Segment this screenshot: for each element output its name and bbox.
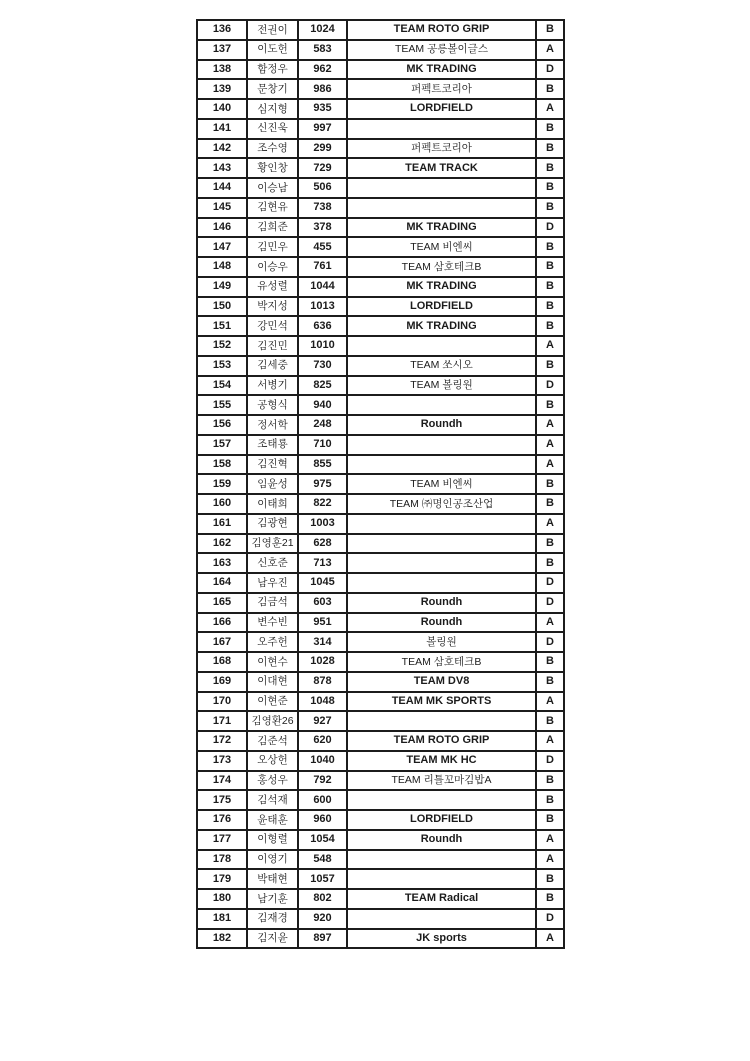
table-row — [197, 514, 564, 534]
player-name-cell: 신진욱 — [247, 119, 298, 139]
bib-number-cell: 713 — [298, 553, 347, 573]
bib-number-cell: 583 — [298, 40, 347, 60]
bib-number-cell: 761 — [298, 257, 347, 277]
entry-number-cell: 153 — [197, 356, 247, 376]
bib-number-cell: 506 — [298, 178, 347, 198]
bib-number-cell: 986 — [298, 79, 347, 99]
table-row — [197, 672, 564, 692]
player-name-cell: 서병기 — [247, 376, 298, 396]
entry-number-cell: 168 — [197, 652, 247, 672]
team-name-cell — [347, 869, 536, 889]
team-name-cell — [347, 178, 536, 198]
player-name-cell: 오주헌 — [247, 632, 298, 652]
bib-number-cell: 248 — [298, 415, 347, 435]
division-grade-cell: B — [536, 889, 564, 909]
entry-number-cell: 176 — [197, 810, 247, 830]
division-grade-cell: B — [536, 79, 564, 99]
player-name-cell: 이현수 — [247, 652, 298, 672]
player-name-cell: 이현준 — [247, 692, 298, 712]
bib-number-cell: 299 — [298, 139, 347, 159]
table-row — [197, 751, 564, 771]
bib-number-cell: 1003 — [298, 514, 347, 534]
table-row — [197, 790, 564, 810]
entry-number-cell: 138 — [197, 60, 247, 80]
entry-number-cell: 146 — [197, 218, 247, 238]
team-name-cell — [347, 790, 536, 810]
player-name-cell: 이대현 — [247, 672, 298, 692]
team-name-cell — [347, 711, 536, 731]
bib-number-cell: 600 — [298, 790, 347, 810]
division-grade-cell: D — [536, 909, 564, 929]
player-name-cell: 전권이 — [247, 20, 298, 40]
entry-number-cell: 156 — [197, 415, 247, 435]
team-name-cell — [347, 455, 536, 475]
bib-number-cell: 802 — [298, 889, 347, 909]
player-name-cell: 이승우 — [247, 257, 298, 277]
team-name-cell — [347, 553, 536, 573]
entry-number-cell: 154 — [197, 376, 247, 396]
entry-number-cell: 151 — [197, 316, 247, 336]
division-grade-cell: B — [536, 20, 564, 40]
bib-number-cell: 1054 — [298, 830, 347, 850]
team-name-cell — [347, 119, 536, 139]
player-name-cell: 김진혁 — [247, 455, 298, 475]
bib-number-cell: 962 — [298, 60, 347, 80]
bib-number-cell: 603 — [298, 593, 347, 613]
entry-number-cell: 177 — [197, 830, 247, 850]
bib-number-cell: 855 — [298, 455, 347, 475]
entry-number-cell: 169 — [197, 672, 247, 692]
division-grade-cell: D — [536, 218, 564, 238]
player-name-cell: 김영훈21 — [247, 534, 298, 554]
entry-number-cell: 160 — [197, 494, 247, 514]
division-grade-cell: B — [536, 158, 564, 178]
table-row — [197, 178, 564, 198]
bib-number-cell: 314 — [298, 632, 347, 652]
bib-number-cell: 1040 — [298, 751, 347, 771]
bib-number-cell: 1024 — [298, 20, 347, 40]
player-name-cell: 김석재 — [247, 790, 298, 810]
division-grade-cell: A — [536, 336, 564, 356]
entry-number-cell: 148 — [197, 257, 247, 277]
table-row — [197, 99, 564, 119]
bib-number-cell: 548 — [298, 850, 347, 870]
team-name-cell: Roundh — [347, 415, 536, 435]
player-name-cell: 김현유 — [247, 198, 298, 218]
team-name-cell: MK TRADING — [347, 277, 536, 297]
division-grade-cell: A — [536, 99, 564, 119]
table-row — [197, 711, 564, 731]
bib-number-cell: 1013 — [298, 297, 347, 317]
entry-number-cell: 179 — [197, 869, 247, 889]
entry-number-cell: 157 — [197, 435, 247, 455]
division-grade-cell: B — [536, 198, 564, 218]
division-grade-cell: A — [536, 40, 564, 60]
bib-number-cell: 729 — [298, 158, 347, 178]
player-name-cell: 김민우 — [247, 237, 298, 257]
table-row — [197, 139, 564, 159]
bib-number-cell: 878 — [298, 672, 347, 692]
team-name-cell: TEAM 비엔씨 — [347, 474, 536, 494]
bib-number-cell: 975 — [298, 474, 347, 494]
table-row — [197, 257, 564, 277]
division-grade-cell: B — [536, 277, 564, 297]
bib-number-cell: 935 — [298, 99, 347, 119]
player-name-cell: 이영기 — [247, 850, 298, 870]
player-name-cell: 이태희 — [247, 494, 298, 514]
player-name-cell: 임윤성 — [247, 474, 298, 494]
table-row — [197, 652, 564, 672]
bib-number-cell: 1010 — [298, 336, 347, 356]
entry-number-cell: 136 — [197, 20, 247, 40]
player-name-cell: 이형렬 — [247, 830, 298, 850]
entry-number-cell: 163 — [197, 553, 247, 573]
table-row — [197, 474, 564, 494]
entry-number-cell: 142 — [197, 139, 247, 159]
bib-number-cell: 1044 — [298, 277, 347, 297]
player-name-cell: 변수빈 — [247, 613, 298, 633]
table-row — [197, 60, 564, 80]
table-row — [197, 909, 564, 929]
team-name-cell: Roundh — [347, 593, 536, 613]
team-name-cell — [347, 909, 536, 929]
player-name-cell: 남우진 — [247, 573, 298, 593]
team-name-cell: TEAM 삼호테크B — [347, 257, 536, 277]
player-name-cell: 남기훈 — [247, 889, 298, 909]
entry-number-cell: 143 — [197, 158, 247, 178]
division-grade-cell: D — [536, 376, 564, 396]
entry-number-cell: 158 — [197, 455, 247, 475]
division-grade-cell: B — [536, 297, 564, 317]
entry-number-cell: 162 — [197, 534, 247, 554]
entry-number-cell: 145 — [197, 198, 247, 218]
division-grade-cell: A — [536, 435, 564, 455]
player-name-cell: 김금석 — [247, 593, 298, 613]
division-grade-cell: D — [536, 751, 564, 771]
team-name-cell — [347, 514, 536, 534]
entry-number-cell: 166 — [197, 613, 247, 633]
table-row — [197, 692, 564, 712]
team-name-cell: TEAM ㈜명인공조산업 — [347, 494, 536, 514]
table-row — [197, 277, 564, 297]
bib-number-cell: 825 — [298, 376, 347, 396]
division-grade-cell: D — [536, 573, 564, 593]
table-row — [197, 40, 564, 60]
player-name-cell: 심지형 — [247, 99, 298, 119]
team-name-cell: TEAM TRACK — [347, 158, 536, 178]
division-grade-cell: A — [536, 731, 564, 751]
player-name-cell: 윤태훈 — [247, 810, 298, 830]
bib-number-cell: 927 — [298, 711, 347, 731]
table-row — [197, 830, 564, 850]
division-grade-cell: B — [536, 178, 564, 198]
entry-number-cell: 137 — [197, 40, 247, 60]
team-name-cell — [347, 336, 536, 356]
entry-number-cell: 181 — [197, 909, 247, 929]
team-name-cell: 볼링원 — [347, 632, 536, 652]
entry-number-cell: 182 — [197, 929, 247, 949]
player-roster-table — [196, 19, 565, 949]
team-name-cell: MK TRADING — [347, 60, 536, 80]
division-grade-cell: A — [536, 514, 564, 534]
entry-number-cell: 147 — [197, 237, 247, 257]
player-name-cell: 김세중 — [247, 356, 298, 376]
player-name-cell: 김광현 — [247, 514, 298, 534]
bib-number-cell: 1048 — [298, 692, 347, 712]
entry-number-cell: 149 — [197, 277, 247, 297]
player-name-cell: 김희준 — [247, 218, 298, 238]
division-grade-cell: B — [536, 119, 564, 139]
division-grade-cell: D — [536, 593, 564, 613]
table-row — [197, 237, 564, 257]
entry-number-cell: 165 — [197, 593, 247, 613]
division-grade-cell: B — [536, 316, 564, 336]
division-grade-cell: A — [536, 415, 564, 435]
entry-number-cell: 170 — [197, 692, 247, 712]
player-name-cell: 강민석 — [247, 316, 298, 336]
team-name-cell: TEAM 리틀꼬마김밥A — [347, 771, 536, 791]
team-name-cell: TEAM 공릉볼이글스 — [347, 40, 536, 60]
entry-number-cell: 139 — [197, 79, 247, 99]
bib-number-cell: 822 — [298, 494, 347, 514]
table-row — [197, 395, 564, 415]
player-name-cell: 이도헌 — [247, 40, 298, 60]
entry-number-cell: 140 — [197, 99, 247, 119]
bib-number-cell: 792 — [298, 771, 347, 791]
division-grade-cell: B — [536, 474, 564, 494]
table-row — [197, 297, 564, 317]
division-grade-cell: B — [536, 771, 564, 791]
player-name-cell: 박지성 — [247, 297, 298, 317]
team-name-cell: Roundh — [347, 830, 536, 850]
bib-number-cell: 455 — [298, 237, 347, 257]
team-name-cell: TEAM ROTO GRIP — [347, 731, 536, 751]
division-grade-cell: B — [536, 810, 564, 830]
player-name-cell: 김영환26 — [247, 711, 298, 731]
division-grade-cell: D — [536, 632, 564, 652]
bib-number-cell: 636 — [298, 316, 347, 336]
bib-number-cell: 951 — [298, 613, 347, 633]
bib-number-cell: 738 — [298, 198, 347, 218]
team-name-cell — [347, 395, 536, 415]
entry-number-cell: 173 — [197, 751, 247, 771]
team-name-cell: Roundh — [347, 613, 536, 633]
bib-number-cell: 940 — [298, 395, 347, 415]
team-name-cell: TEAM MK SPORTS — [347, 692, 536, 712]
entry-number-cell: 171 — [197, 711, 247, 731]
table-row — [197, 593, 564, 613]
bib-number-cell: 997 — [298, 119, 347, 139]
entry-number-cell: 174 — [197, 771, 247, 791]
team-name-cell — [347, 198, 536, 218]
team-name-cell: TEAM DV8 — [347, 672, 536, 692]
division-grade-cell: B — [536, 672, 564, 692]
division-grade-cell: B — [536, 395, 564, 415]
division-grade-cell: A — [536, 929, 564, 949]
division-grade-cell: A — [536, 613, 564, 633]
team-name-cell: TEAM ROTO GRIP — [347, 20, 536, 40]
bib-number-cell: 730 — [298, 356, 347, 376]
table-row — [197, 553, 564, 573]
team-name-cell: TEAM MK HC — [347, 751, 536, 771]
team-name-cell: TEAM 볼링원 — [347, 376, 536, 396]
table-row — [197, 810, 564, 830]
entry-number-cell: 161 — [197, 514, 247, 534]
division-grade-cell: D — [536, 60, 564, 80]
table-row — [197, 316, 564, 336]
division-grade-cell: A — [536, 455, 564, 475]
player-name-cell: 김지윤 — [247, 929, 298, 949]
entry-number-cell: 180 — [197, 889, 247, 909]
table-row — [197, 869, 564, 889]
table-row — [197, 158, 564, 178]
entry-number-cell: 164 — [197, 573, 247, 593]
entry-number-cell: 167 — [197, 632, 247, 652]
table-row — [197, 573, 564, 593]
division-grade-cell: B — [536, 652, 564, 672]
division-grade-cell: B — [536, 257, 564, 277]
division-grade-cell: B — [536, 553, 564, 573]
bib-number-cell: 620 — [298, 731, 347, 751]
team-name-cell: 퍼펙트코리아 — [347, 139, 536, 159]
table-row — [197, 929, 564, 949]
table-row — [197, 731, 564, 751]
bib-number-cell: 897 — [298, 929, 347, 949]
team-name-cell: TEAM 쏘시오 — [347, 356, 536, 376]
division-grade-cell: B — [536, 494, 564, 514]
team-name-cell: TEAM 비엔씨 — [347, 237, 536, 257]
player-name-cell: 유성렬 — [247, 277, 298, 297]
player-name-cell: 홍성우 — [247, 771, 298, 791]
team-name-cell: MK TRADING — [347, 316, 536, 336]
table-row — [197, 613, 564, 633]
table-row — [197, 336, 564, 356]
player-name-cell: 황인창 — [247, 158, 298, 178]
table-row — [197, 850, 564, 870]
player-name-cell: 문창기 — [247, 79, 298, 99]
team-name-cell: LORDFIELD — [347, 99, 536, 119]
table-row — [197, 198, 564, 218]
player-name-cell: 조태룡 — [247, 435, 298, 455]
entry-number-cell: 150 — [197, 297, 247, 317]
bib-number-cell: 1057 — [298, 869, 347, 889]
entry-number-cell: 178 — [197, 850, 247, 870]
table-row — [197, 415, 564, 435]
division-grade-cell: A — [536, 830, 564, 850]
division-grade-cell: B — [536, 711, 564, 731]
team-name-cell: TEAM 삼호테크B — [347, 652, 536, 672]
table-row — [197, 771, 564, 791]
bib-number-cell: 628 — [298, 534, 347, 554]
bib-number-cell: 920 — [298, 909, 347, 929]
player-name-cell: 이승남 — [247, 178, 298, 198]
table-row — [197, 218, 564, 238]
team-name-cell: MK TRADING — [347, 218, 536, 238]
division-grade-cell: B — [536, 790, 564, 810]
entry-number-cell: 159 — [197, 474, 247, 494]
bib-number-cell: 1045 — [298, 573, 347, 593]
division-grade-cell: B — [536, 869, 564, 889]
team-name-cell: 퍼펙트코리아 — [347, 79, 536, 99]
entry-number-cell: 172 — [197, 731, 247, 751]
entry-number-cell: 144 — [197, 178, 247, 198]
table-row — [197, 455, 564, 475]
team-name-cell: LORDFIELD — [347, 297, 536, 317]
team-name-cell — [347, 534, 536, 554]
player-name-cell: 김진민 — [247, 336, 298, 356]
player-name-cell: 김준석 — [247, 731, 298, 751]
table-row — [197, 534, 564, 554]
division-grade-cell: A — [536, 850, 564, 870]
entry-number-cell: 175 — [197, 790, 247, 810]
division-grade-cell: A — [536, 692, 564, 712]
roster-table-body — [197, 20, 564, 948]
table-row — [197, 494, 564, 514]
team-name-cell — [347, 573, 536, 593]
table-row — [197, 632, 564, 652]
team-name-cell — [347, 435, 536, 455]
team-name-cell — [347, 850, 536, 870]
table-row — [197, 79, 564, 99]
team-name-cell: LORDFIELD — [347, 810, 536, 830]
division-grade-cell: B — [536, 534, 564, 554]
division-grade-cell: B — [536, 237, 564, 257]
bib-number-cell: 710 — [298, 435, 347, 455]
team-name-cell: TEAM Radical — [347, 889, 536, 909]
entry-number-cell: 141 — [197, 119, 247, 139]
table-row — [197, 356, 564, 376]
player-name-cell: 신호준 — [247, 553, 298, 573]
division-grade-cell: B — [536, 139, 564, 159]
player-name-cell: 박태현 — [247, 869, 298, 889]
table-row — [197, 119, 564, 139]
player-name-cell: 함정우 — [247, 60, 298, 80]
table-row — [197, 435, 564, 455]
player-name-cell: 오상헌 — [247, 751, 298, 771]
entry-number-cell: 155 — [197, 395, 247, 415]
bib-number-cell: 1028 — [298, 652, 347, 672]
player-name-cell: 조수영 — [247, 139, 298, 159]
bib-number-cell: 960 — [298, 810, 347, 830]
player-name-cell: 김재경 — [247, 909, 298, 929]
player-name-cell: 공형식 — [247, 395, 298, 415]
table-row — [197, 889, 564, 909]
division-grade-cell: B — [536, 356, 564, 376]
bib-number-cell: 378 — [298, 218, 347, 238]
table-row — [197, 20, 564, 40]
team-name-cell: JK sports — [347, 929, 536, 949]
table-row — [197, 376, 564, 396]
entry-number-cell: 152 — [197, 336, 247, 356]
player-name-cell: 정서학 — [247, 415, 298, 435]
